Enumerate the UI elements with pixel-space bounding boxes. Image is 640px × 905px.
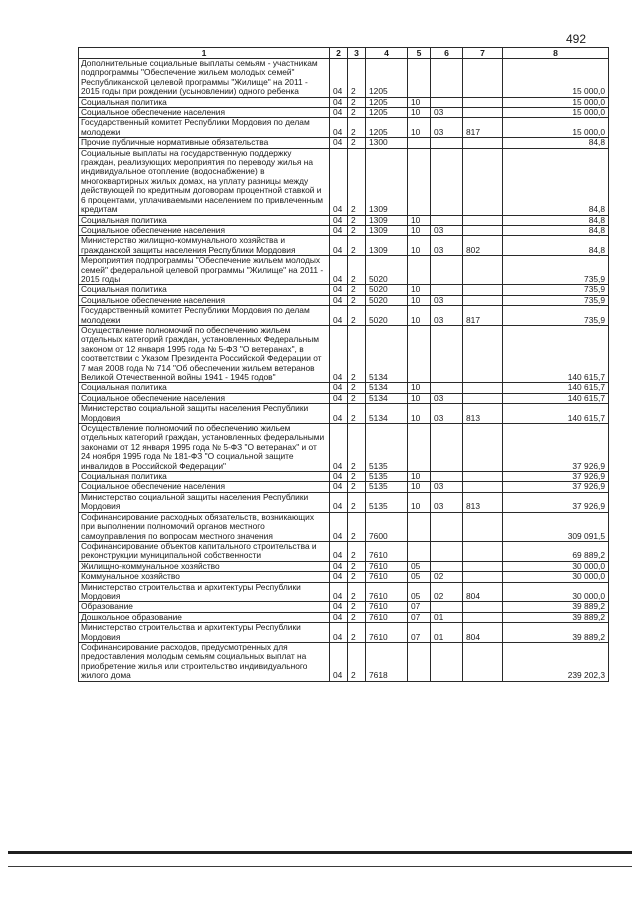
row-description: Мероприятия подпрограммы "Обеспечение жильем молодых семей" федеральной целевой программы "Жилище" на 2011 - 2015 годы (79, 256, 330, 285)
row-code-3: 2 (348, 306, 366, 326)
row-code-3: 2 (348, 482, 366, 492)
row-subsection: 03 (431, 482, 463, 492)
row-code-4: 1300 (366, 138, 408, 148)
row-amount: 39 889,2 (503, 612, 609, 622)
row-description: Дошкольное образование (79, 612, 330, 622)
row-subsection: 03 (431, 118, 463, 138)
row-section: 10 (408, 492, 431, 512)
row-code-3: 2 (348, 285, 366, 295)
row-department: 817 (463, 306, 503, 326)
row-code-4: 5134 (366, 325, 408, 382)
row-section: 10 (408, 118, 431, 138)
row-amount: 15 000,0 (503, 97, 609, 107)
row-code-4: 7610 (366, 561, 408, 571)
row-code-4: 7600 (366, 512, 408, 541)
page-number: 492 (566, 32, 587, 46)
row-subsection: 03 (431, 108, 463, 118)
row-amount: 239 202,3 (503, 642, 609, 681)
row-code-3: 2 (348, 138, 366, 148)
row-code-2: 04 (330, 236, 348, 256)
row-department: 802 (463, 236, 503, 256)
row-subsection: 02 (431, 582, 463, 602)
row-description: Софинансирование расходных обязательств, возникающих при выполнении полномочий органов местного самоуправления по вопросам местного значения (79, 512, 330, 541)
row-code-4: 5020 (366, 285, 408, 295)
row-code-3: 2 (348, 295, 366, 305)
table-row (79, 295, 609, 305)
table-row (79, 383, 609, 393)
row-department (463, 612, 503, 622)
row-code-3: 2 (348, 393, 366, 403)
row-description: Социальная политика (79, 472, 330, 482)
row-amount: 37 926,9 (503, 472, 609, 482)
table-row (79, 642, 609, 681)
row-subsection (431, 325, 463, 382)
row-code-4: 7610 (366, 602, 408, 612)
row-description: Дополнительные социальные выплаты семьям - участникам подпрограммы "Обеспечение жильем молодых семей" Республиканской целевой программы "Жилище" на 2011 - 2015 годы при рождении (усыновлении) одного ребенка (79, 59, 330, 98)
table-row (79, 225, 609, 235)
row-amount: 30 000,0 (503, 572, 609, 582)
row-subsection (431, 602, 463, 612)
row-department (463, 642, 503, 681)
row-description: Социальная политика (79, 383, 330, 393)
row-code-2: 04 (330, 612, 348, 622)
row-code-3: 2 (348, 642, 366, 681)
row-amount: 735,9 (503, 256, 609, 285)
table-header-row (79, 48, 609, 59)
row-code-2: 04 (330, 404, 348, 424)
table-row (79, 561, 609, 571)
row-amount: 140 615,7 (503, 325, 609, 382)
row-subsection (431, 512, 463, 541)
row-section: 07 (408, 602, 431, 612)
table-row (79, 138, 609, 148)
row-code-3: 2 (348, 623, 366, 643)
row-code-2: 04 (330, 306, 348, 326)
table-row (79, 306, 609, 326)
row-amount: 15 000,0 (503, 59, 609, 98)
row-section: 10 (408, 482, 431, 492)
row-amount: 15 000,0 (503, 108, 609, 118)
row-code-4: 5135 (366, 424, 408, 472)
column-header: 2 (330, 48, 348, 59)
row-department: 817 (463, 118, 503, 138)
table-row (79, 582, 609, 602)
row-section (408, 541, 431, 561)
row-section: 10 (408, 215, 431, 225)
row-code-2: 04 (330, 472, 348, 482)
row-description: Социальная политика (79, 285, 330, 295)
row-code-3: 2 (348, 148, 366, 215)
table-row (79, 424, 609, 472)
row-code-3: 2 (348, 325, 366, 382)
row-section: 07 (408, 623, 431, 643)
row-code-2: 04 (330, 512, 348, 541)
table-row (79, 59, 609, 98)
row-code-2: 04 (330, 295, 348, 305)
row-description: Коммунальное хозяйство (79, 572, 330, 582)
row-code-4: 5134 (366, 393, 408, 403)
table-row (79, 612, 609, 622)
row-code-3: 2 (348, 541, 366, 561)
row-amount: 140 615,7 (503, 393, 609, 403)
row-amount: 309 091,5 (503, 512, 609, 541)
row-amount: 84,8 (503, 225, 609, 235)
row-section: 05 (408, 572, 431, 582)
row-code-2: 04 (330, 225, 348, 235)
table-row (79, 512, 609, 541)
row-subsection: 01 (431, 623, 463, 643)
footer-rule-thick (8, 851, 632, 854)
row-subsection: 03 (431, 492, 463, 512)
budget-table (78, 47, 609, 682)
row-amount: 735,9 (503, 306, 609, 326)
row-amount: 140 615,7 (503, 383, 609, 393)
row-subsection (431, 138, 463, 148)
table-row (79, 256, 609, 285)
table-row (79, 215, 609, 225)
row-amount: 30 000,0 (503, 561, 609, 571)
row-code-3: 2 (348, 612, 366, 622)
row-code-4: 5020 (366, 256, 408, 285)
row-department (463, 215, 503, 225)
row-section: 07 (408, 612, 431, 622)
table-row (79, 623, 609, 643)
row-code-3: 2 (348, 236, 366, 256)
row-description: Социальные выплаты на государственную поддержку граждан, реализующих мероприятия по переводу жилья на индивидуальное отопление (водоснабжение) в многоквартирных жилых домах, на уплату разницы между действующей по кредитным договорам процентной ставкой и 6 процентами, уплачиваемыми населением по привлеченным кредитам (79, 148, 330, 215)
row-amount: 37 926,9 (503, 492, 609, 512)
row-description: Осуществление полномочий по обеспечению жильем отдельных категорий граждан, установленных Федеральным законом от 12 января 1995 года № 5-ФЗ "О ветеранах", в соответствии с Указом Президента Российской Федерации от 7 мая 2008 года № 714 "Об обеспечении жильем ветеранов Великой Отечественной войны 1941 - 1945 годов" (79, 325, 330, 382)
row-code-2: 04 (330, 148, 348, 215)
row-section (408, 424, 431, 472)
row-department (463, 602, 503, 612)
row-department: 804 (463, 623, 503, 643)
table-row (79, 393, 609, 403)
row-description: Софинансирование объектов капитального строительства и реконструкции муниципальной собственности (79, 541, 330, 561)
row-section (408, 138, 431, 148)
row-description: Министерство строительства и архитектуры Республики Мордовия (79, 582, 330, 602)
row-department (463, 225, 503, 235)
row-department (463, 256, 503, 285)
row-code-2: 04 (330, 572, 348, 582)
row-subsection: 03 (431, 225, 463, 235)
row-section (408, 512, 431, 541)
column-header: 6 (431, 48, 463, 59)
row-code-4: 1205 (366, 118, 408, 138)
row-code-2: 04 (330, 602, 348, 612)
row-description: Государственный комитет Республики Мордовия по делам молодежи (79, 118, 330, 138)
row-subsection (431, 541, 463, 561)
row-subsection (431, 97, 463, 107)
row-description: Прочие публичные нормативные обязательства (79, 138, 330, 148)
row-subsection (431, 59, 463, 98)
row-section: 10 (408, 285, 431, 295)
row-section: 10 (408, 236, 431, 256)
row-code-3: 2 (348, 59, 366, 98)
row-section (408, 642, 431, 681)
row-section: 10 (408, 393, 431, 403)
row-code-3: 2 (348, 108, 366, 118)
row-department: 813 (463, 492, 503, 512)
table-row (79, 572, 609, 582)
column-header: 5 (408, 48, 431, 59)
row-amount: 37 926,9 (503, 482, 609, 492)
table-row (79, 236, 609, 256)
row-code-3: 2 (348, 561, 366, 571)
row-department: 813 (463, 404, 503, 424)
row-code-4: 7610 (366, 541, 408, 561)
row-department (463, 97, 503, 107)
row-department (463, 572, 503, 582)
column-header: 8 (503, 48, 609, 59)
row-department (463, 148, 503, 215)
row-code-2: 04 (330, 215, 348, 225)
row-description: Социальное обеспечение населения (79, 225, 330, 235)
row-section: 10 (408, 383, 431, 393)
row-code-3: 2 (348, 97, 366, 107)
row-department (463, 295, 503, 305)
row-code-2: 04 (330, 325, 348, 382)
row-department (463, 541, 503, 561)
row-department (463, 512, 503, 541)
row-code-3: 2 (348, 512, 366, 541)
row-code-3: 2 (348, 492, 366, 512)
row-code-3: 2 (348, 424, 366, 472)
row-code-3: 2 (348, 404, 366, 424)
row-description: Министерство социальной защиты населения Республики Мордовия (79, 404, 330, 424)
row-section: 10 (408, 472, 431, 482)
table-row (79, 472, 609, 482)
table-row (79, 97, 609, 107)
row-code-4: 5135 (366, 482, 408, 492)
row-amount: 84,8 (503, 148, 609, 215)
row-amount: 39 889,2 (503, 602, 609, 612)
row-code-4: 7610 (366, 572, 408, 582)
row-code-3: 2 (348, 215, 366, 225)
row-amount: 39 889,2 (503, 623, 609, 643)
row-amount: 735,9 (503, 295, 609, 305)
table-row (79, 492, 609, 512)
row-section (408, 256, 431, 285)
row-code-4: 7610 (366, 612, 408, 622)
row-code-4: 5020 (366, 295, 408, 305)
row-code-2: 04 (330, 642, 348, 681)
row-code-2: 04 (330, 108, 348, 118)
row-section: 10 (408, 306, 431, 326)
row-subsection (431, 472, 463, 482)
row-subsection (431, 215, 463, 225)
row-section: 10 (408, 404, 431, 424)
row-code-2: 04 (330, 393, 348, 403)
row-code-3: 2 (348, 118, 366, 138)
table-row (79, 325, 609, 382)
row-code-3: 2 (348, 256, 366, 285)
column-header: 4 (366, 48, 408, 59)
table-row (79, 108, 609, 118)
row-subsection: 03 (431, 295, 463, 305)
row-department (463, 472, 503, 482)
row-subsection (431, 256, 463, 285)
row-department (463, 482, 503, 492)
table-row (79, 148, 609, 215)
row-section (408, 59, 431, 98)
row-code-4: 7618 (366, 642, 408, 681)
row-code-4: 5020 (366, 306, 408, 326)
row-subsection: 03 (431, 236, 463, 256)
row-amount: 140 615,7 (503, 404, 609, 424)
row-department (463, 108, 503, 118)
row-code-2: 04 (330, 582, 348, 602)
row-code-2: 04 (330, 541, 348, 561)
row-code-4: 1205 (366, 108, 408, 118)
table-row (79, 404, 609, 424)
table-row (79, 541, 609, 561)
row-code-4: 5134 (366, 383, 408, 393)
row-description: Социальное обеспечение населения (79, 482, 330, 492)
row-description: Министерство строительства и архитектуры Республики Мордовия (79, 623, 330, 643)
row-code-4: 1309 (366, 225, 408, 235)
row-description: Социальное обеспечение населения (79, 393, 330, 403)
row-subsection (431, 424, 463, 472)
column-header: 1 (79, 48, 330, 59)
row-code-2: 04 (330, 561, 348, 571)
row-code-2: 04 (330, 424, 348, 472)
row-amount: 84,8 (503, 236, 609, 256)
row-description: Жилищно-коммунальное хозяйство (79, 561, 330, 571)
row-code-4: 5135 (366, 472, 408, 482)
row-code-3: 2 (348, 472, 366, 482)
row-code-4: 1205 (366, 97, 408, 107)
row-code-4: 1309 (366, 148, 408, 215)
row-section: 10 (408, 97, 431, 107)
row-amount: 30 000,0 (503, 582, 609, 602)
row-amount: 735,9 (503, 285, 609, 295)
row-section (408, 148, 431, 215)
row-subsection: 03 (431, 306, 463, 326)
row-code-2: 04 (330, 138, 348, 148)
row-department (463, 285, 503, 295)
row-amount: 69 889,2 (503, 541, 609, 561)
row-department (463, 383, 503, 393)
table-row (79, 118, 609, 138)
table-body (79, 59, 609, 682)
row-subsection (431, 285, 463, 295)
row-code-3: 2 (348, 582, 366, 602)
row-code-4: 1205 (366, 59, 408, 98)
row-description: Министерство социальной защиты населения Республики Мордовия (79, 492, 330, 512)
row-subsection: 03 (431, 404, 463, 424)
row-code-2: 04 (330, 482, 348, 492)
row-description: Образование (79, 602, 330, 612)
row-section: 05 (408, 561, 431, 571)
row-section: 05 (408, 582, 431, 602)
row-description: Социальная политика (79, 215, 330, 225)
row-code-3: 2 (348, 602, 366, 612)
row-description: Государственный комитет Республики Мордовия по делам молодежи (79, 306, 330, 326)
table-row (79, 602, 609, 612)
footer-rule-thin (8, 866, 632, 867)
row-code-4: 7610 (366, 582, 408, 602)
row-code-2: 04 (330, 97, 348, 107)
row-department (463, 138, 503, 148)
row-section (408, 325, 431, 382)
row-subsection (431, 383, 463, 393)
row-description: Осуществление полномочий по обеспечению жильем отдельных категорий граждан, установленных федеральными законами от 12 января 1995 года № 5-ФЗ "О ветеранах" и от 24 ноября 1995 года № 181-ФЗ "О социальной защите инвалидов в Российской Федерации" (79, 424, 330, 472)
table-row (79, 482, 609, 492)
row-code-4: 1309 (366, 236, 408, 256)
row-subsection (431, 561, 463, 571)
row-code-4: 5134 (366, 404, 408, 424)
row-code-2: 04 (330, 623, 348, 643)
row-subsection: 01 (431, 612, 463, 622)
row-code-3: 2 (348, 225, 366, 235)
row-section: 10 (408, 225, 431, 235)
row-code-2: 04 (330, 118, 348, 138)
row-subsection: 02 (431, 572, 463, 582)
row-description: Социальная политика (79, 97, 330, 107)
row-code-4: 7610 (366, 623, 408, 643)
row-department (463, 59, 503, 98)
row-code-3: 2 (348, 383, 366, 393)
row-code-2: 04 (330, 256, 348, 285)
row-subsection (431, 148, 463, 215)
row-amount: 37 926,9 (503, 424, 609, 472)
row-code-4: 5135 (366, 492, 408, 512)
row-section: 10 (408, 108, 431, 118)
row-section: 10 (408, 295, 431, 305)
table-row (79, 285, 609, 295)
column-header: 7 (463, 48, 503, 59)
row-code-2: 04 (330, 59, 348, 98)
row-amount: 84,8 (503, 138, 609, 148)
row-description: Министерство жилищно-коммунального хозяйства и гражданской защиты населения Республики Мордовия (79, 236, 330, 256)
row-code-2: 04 (330, 383, 348, 393)
row-subsection (431, 642, 463, 681)
row-amount: 84,8 (503, 215, 609, 225)
row-department: 804 (463, 582, 503, 602)
row-description: Софинансирование расходов, предусмотренных для предоставления молодым семьям социальных выплат на приобретение жилья или строительство индивидуального жилого дома (79, 642, 330, 681)
row-code-2: 04 (330, 492, 348, 512)
row-department (463, 424, 503, 472)
row-department (463, 561, 503, 571)
row-department (463, 393, 503, 403)
column-header: 3 (348, 48, 366, 59)
row-code-3: 2 (348, 572, 366, 582)
row-description: Социальное обеспечение населения (79, 295, 330, 305)
row-code-2: 04 (330, 285, 348, 295)
row-description: Социальное обеспечение населения (79, 108, 330, 118)
row-subsection: 03 (431, 393, 463, 403)
row-department (463, 325, 503, 382)
row-amount: 15 000,0 (503, 118, 609, 138)
row-code-4: 1309 (366, 215, 408, 225)
